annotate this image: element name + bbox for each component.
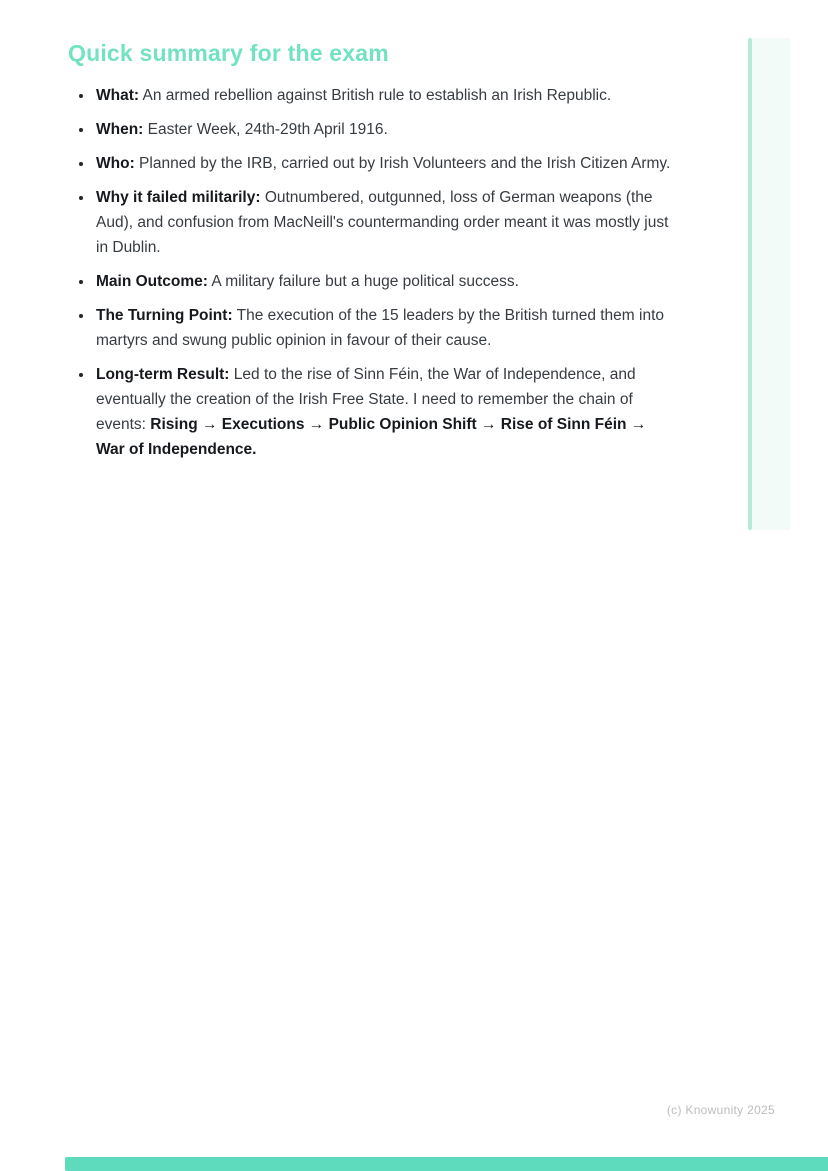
bottom-accent-bar [65, 1157, 828, 1171]
bullet-label: Long-term Result: [96, 366, 230, 383]
bullet-label: Who: [96, 155, 135, 172]
list-item [94, 117, 672, 142]
bullet-label: Why it failed militarily: [96, 189, 261, 206]
list-item [94, 362, 672, 462]
bullet-label: What: [96, 87, 140, 104]
list-item [94, 303, 672, 353]
bullet-text: The execution of the 15 leaders by the British turned them into martyrs and swung public opinion in favour of their cause. [96, 307, 665, 349]
bullet-bold-tail: Rising → Executions → Public Opinion Shift → Rise of Sinn Féin → War of Independence. [96, 416, 647, 458]
bullet-text: Led to the rise of Sinn Féin, the War of Independence, and eventually the creation of the Irish Free State. I need to remember the chain of events: [96, 366, 636, 433]
bullet-text: An armed rebellion against British rule to establish an Irish Republic. [142, 87, 612, 104]
list-item [94, 185, 672, 260]
copyright-footer: (c) Knowunity 2025 [666, 1103, 775, 1117]
accent-bar [748, 38, 752, 530]
bullet-label: Main Outcome: [96, 273, 208, 290]
list-item [94, 269, 672, 294]
summary-list [68, 83, 672, 471]
bullet-text: A military failure but a huge political success. [211, 273, 519, 290]
bullet-label: The Turning Point: [96, 307, 233, 324]
bullet-text: Easter Week, 24th-29th April 1916. [147, 121, 388, 138]
right-accent-decoration [748, 38, 790, 530]
bullet-text: Planned by the IRB, carried out by Irish Volunteers and the Irish Citizen Army. [139, 155, 671, 172]
list-item [94, 83, 672, 108]
bullet-text: Outnumbered, outgunned, loss of German weapons (the Aud), and confusion from MacNeill's countermanding order meant it was mostly just in Dublin. [96, 189, 669, 256]
list-item [94, 151, 672, 176]
bullet-label: When: [96, 121, 144, 138]
accent-panel [752, 38, 790, 530]
page-title: Quick summary for the exam [68, 40, 389, 66]
